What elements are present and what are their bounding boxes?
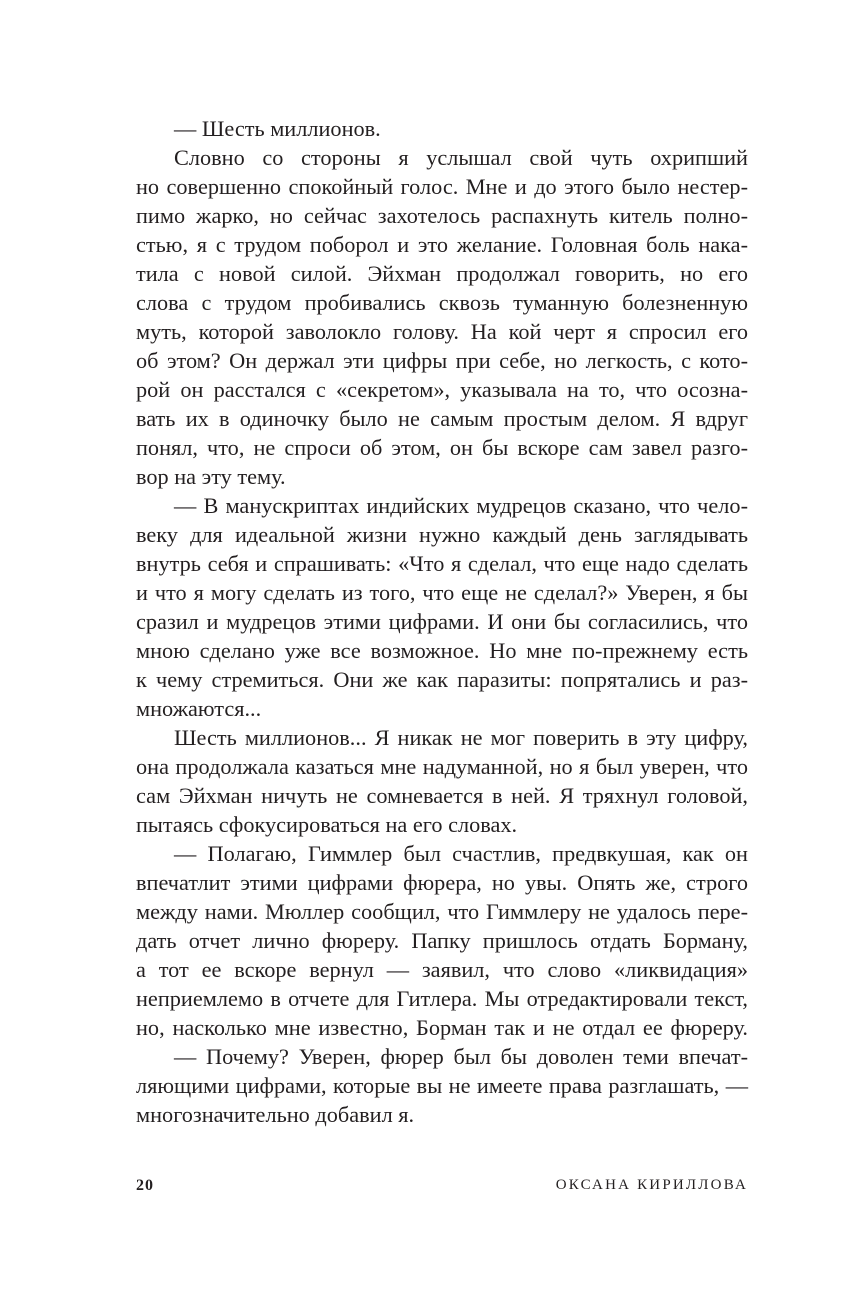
text-line: слова с трудом пробивались сквозь туманную болезненную: [136, 290, 748, 315]
text-line: веку для идеальной жизни нужно каждый день заглядывать: [136, 522, 748, 547]
text-line: тила с новой силой. Эйхман продолжал говорить, но его: [136, 261, 748, 286]
page-footer: [136, 1177, 748, 1201]
text-line: сразил и мудрецов этими цифрами. И они бы согласились, что: [136, 609, 748, 634]
text-line: стью, я с трудом поборол и это желание. Головная боль нака-: [136, 232, 748, 257]
text-line: мною сделано уже все возможное. Но мне по-прежнему есть: [136, 638, 748, 663]
text-line: но совершенно спокойный голос. Мне и до этого было нестер-: [136, 174, 748, 199]
text-line: ляющими цифрами, которые вы не имеете права разглашать, —: [136, 1073, 748, 1098]
text-line: муть, которой заволокло голову. На кой черт я спросил его: [136, 319, 748, 344]
text-line: многозначительно добавил я.: [136, 1102, 415, 1127]
text-line: об этом? Он держал эти цифры при себе, но легкость, с кото-: [136, 348, 748, 373]
text-line: вор на эту тему.: [136, 464, 286, 489]
text-line: множаются...: [136, 696, 262, 721]
text-line: — Почему? Уверен, фюрер был бы доволен теми впечат-: [174, 1044, 748, 1069]
text-line: — Шесть миллионов.: [174, 116, 381, 141]
text-line: но, насколько мне известно, Борман так и не отдал ее фюреру.: [136, 1015, 748, 1040]
text-line: Словно со стороны я услышал свой чуть охрипший: [174, 145, 748, 170]
text-line: Шесть миллионов... Я никак не мог поверить в эту цифру,: [174, 725, 748, 750]
text-line: пытаясь сфокусироваться на его словах.: [136, 812, 518, 837]
body-text: [136, 114, 748, 1129]
text-line: вать их в одиночку было не самым простым делом. Я вдруг: [136, 406, 748, 431]
text-line: дать отчет лично фюреру. Папку пришлось отдать Борману,: [136, 928, 748, 953]
text-line: к чему стремиться. Они же как паразиты: попрятались и раз-: [136, 667, 748, 692]
text-line: понял, что, не спроси об этом, он бы вскоре сам завел разго-: [136, 435, 748, 460]
text-line: — Полагаю, Гиммлер был счастлив, предвкушая, как он: [174, 841, 748, 866]
text-line: она продолжала казаться мне надуманной, но я был уверен, что: [136, 754, 748, 779]
text-line: впечатлит этими цифрами фюрера, но увы. Опять же, строго: [136, 870, 748, 895]
text-line: сам Эйхман ничуть не сомневается в ней. Я тряхнул головой,: [136, 783, 748, 808]
text-line: внутрь себя и спрашивать: «Что я сделал, что еще надо сделать: [136, 551, 748, 576]
text-line: а тот ее вскоре вернул — заявил, что слово «ликвидация»: [136, 957, 748, 982]
text-line: и что я могу сделать из того, что еще не сделал?» Уверен, я бы: [136, 580, 748, 605]
page-number: 20: [136, 1177, 154, 1194]
text-line: рой он расстался с «секретом», указывала на то, что осозна-: [136, 377, 748, 402]
text-line: пимо жарко, но сейчас захотелось распахнуть китель полно-: [136, 203, 748, 228]
text-line: между нами. Мюллер сообщил, что Гиммлеру не удалось пере-: [136, 899, 748, 924]
running-head-author: ОКСАНА КИРИЛЛОВА: [555, 1177, 748, 1193]
text-line: неприемлемо в отчете для Гитлера. Мы отредактировали текст,: [136, 986, 748, 1011]
text-line: — В манускриптах индийских мудрецов сказано, что чело-: [174, 493, 748, 518]
